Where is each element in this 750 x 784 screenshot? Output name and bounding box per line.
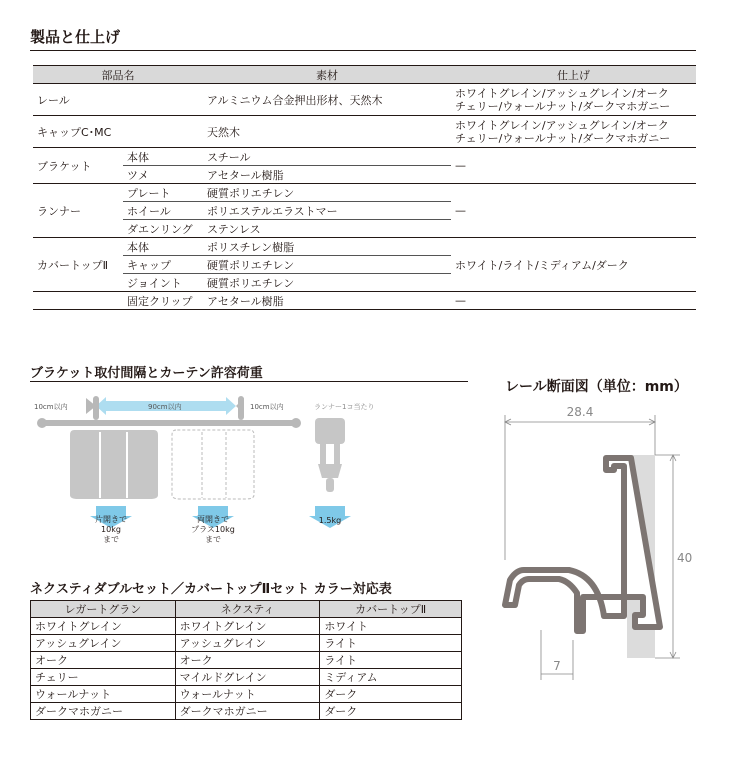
color-cell: オーク <box>31 652 176 669</box>
bracket-material-body: スチール <box>203 148 451 166</box>
cover-material-joint: 硬質ポリエチレン <box>203 274 451 292</box>
color-cell: ミディアム <box>320 669 462 686</box>
color-cell: オーク <box>175 652 320 669</box>
dimension-height-label: 40 <box>677 551 693 565</box>
color-row <box>31 635 462 652</box>
cap-finish-line2: チェリー/ウォールナット/ダークマホガニー <box>455 131 671 145</box>
color-cell: マイルドグレイン <box>175 669 320 686</box>
color-cell: チェリー <box>31 669 176 686</box>
runner-name: ランナー <box>33 184 123 238</box>
color-cell: アッシュグレイン <box>175 635 320 652</box>
color-header-row <box>31 601 462 618</box>
color-header-nexty: ネクスティ <box>175 601 320 618</box>
color-row <box>31 669 462 686</box>
bracket-sub-body: 本体 <box>123 148 203 166</box>
bracket-name: ブラケット <box>33 148 123 184</box>
color-header-covertop: カバートップⅡ <box>320 601 462 618</box>
rail-end-left <box>37 418 47 428</box>
color-cell: ホワイトグレイン <box>175 618 320 635</box>
runner-sub-ring: ダエンリング <box>123 220 203 238</box>
color-cell: ライト <box>320 652 462 669</box>
runner-sub-plate: プレート <box>123 184 203 202</box>
cap-name: キャップC･MC <box>33 116 203 148</box>
section-title-cross-section: レール断面図（単位：mm） <box>505 379 688 395</box>
load2-line3: まで <box>205 535 221 544</box>
cap-finish-line1: ホワイトグレイン/アッシュグレイン/オーク <box>455 118 669 132</box>
runner-finish: — <box>451 184 696 238</box>
runner-icon <box>315 418 345 492</box>
label-10cm-left: 10cm以内 <box>34 403 68 411</box>
bracket-material-claw: アセタール樹脂 <box>203 166 451 184</box>
cover-finish: ホワイト/ライト/ミディアム/ダーク <box>451 238 696 292</box>
cover-sub-cap: キャップ <box>123 256 203 274</box>
row-rail <box>33 84 696 116</box>
rail-bar <box>38 420 300 426</box>
parts-table <box>33 65 696 310</box>
clip-empty <box>33 292 123 310</box>
bracket-left-icon <box>93 396 99 420</box>
color-cell: アッシュグレイン <box>31 635 176 652</box>
rail-finish-line1: ホワイトグレイン/アッシュグレイン/オーク <box>455 86 669 100</box>
rail-end-right <box>291 418 301 428</box>
color-cell: ウォールナット <box>175 686 320 703</box>
color-cell: ダーク <box>320 686 462 703</box>
color-cell: ライト <box>320 635 462 652</box>
color-table <box>30 600 462 720</box>
bracket-sub-claw: ツメ <box>123 166 203 184</box>
bracket-finish: — <box>451 148 696 184</box>
dimension-bottom-label: 7 <box>553 659 561 673</box>
section-title-products: 製品と仕上げ <box>30 28 121 46</box>
color-cell: ダークマホガニー <box>175 703 320 720</box>
runner-sub-wheel: ホイール <box>123 202 203 220</box>
label-runner-unit: ランナー1コ当たり <box>314 403 375 411</box>
cover-material-cap: 硬質ポリエチレン <box>203 256 451 274</box>
color-row <box>31 618 462 635</box>
row-bracket-body <box>33 148 696 166</box>
header-finish: 仕上げ <box>451 66 696 84</box>
color-cell: ホワイトグレイン <box>31 618 176 635</box>
header-material: 素材 <box>203 66 451 84</box>
row-clip <box>33 292 696 310</box>
load2-line1: 両開きで <box>197 515 229 524</box>
rail-name: レール <box>37 93 70 107</box>
load1-line3: まで <box>103 535 119 544</box>
runner-material-ring: ステンレス <box>203 220 451 238</box>
cover-name: カバートップⅡ <box>33 238 123 292</box>
runner-material-plate: 硬質ポリエチレン <box>203 184 451 202</box>
row-cover-body <box>33 238 696 256</box>
color-cell: ダーク <box>320 703 462 720</box>
rail-cross-section-diagram <box>495 400 710 690</box>
color-cell: ホワイト <box>320 618 462 635</box>
load1-line1: 片開きで <box>95 515 127 524</box>
cover-sub-joint: ジョイント <box>123 274 203 292</box>
color-cell: ウォールナット <box>31 686 176 703</box>
color-cell: ダークマホガニー <box>31 703 176 720</box>
runner-material-wheel: ポリエステルエラストマー <box>203 202 451 220</box>
cap-material: 天然木 <box>203 116 451 148</box>
curtain-solid-icon <box>70 430 158 499</box>
color-header-legato: レガートグラン <box>31 601 176 618</box>
color-row <box>31 686 462 703</box>
row-cap <box>33 116 696 148</box>
cap-finish <box>451 116 696 148</box>
curtain-dashed-icon <box>172 430 254 499</box>
clip-sub: 固定クリップ <box>123 292 203 310</box>
color-row <box>31 652 462 669</box>
load1-line2: 10kg <box>101 525 121 534</box>
bracket-right-icon <box>238 396 244 420</box>
load2-line2: プラス10kg <box>191 525 235 534</box>
rail-finish <box>451 84 696 116</box>
section-title-bracket: ブラケット取付間隔とカーテン許容荷重 <box>30 366 263 381</box>
rail-material: アルミニウム合金押出形材、天然木 <box>207 93 383 107</box>
bracket-rule <box>30 381 468 382</box>
clip-finish: — <box>451 292 696 310</box>
section-title-color-table: ネクスティダブルセット／カバートップⅡセット カラー対応表 <box>30 582 392 597</box>
label-10cm-right: 10cm以内 <box>250 403 284 411</box>
cover-sub-body: 本体 <box>123 238 203 256</box>
clip-material: アセタール樹脂 <box>203 292 451 310</box>
load3-label: 1.5kg <box>318 516 342 525</box>
label-90cm: 90cm以内 <box>148 403 182 411</box>
color-row <box>31 703 462 720</box>
title-rule <box>30 50 696 51</box>
parts-header-row <box>33 66 696 84</box>
row-runner-plate <box>33 184 696 202</box>
bracket-load-diagram <box>30 394 470 550</box>
header-part-name: 部品名 <box>33 66 203 84</box>
dimension-width-label: 28.4 <box>566 405 594 419</box>
rail-finish-line2: チェリー/ウォールナット/ダークマホガニー <box>455 99 671 113</box>
cover-material-body: ポリスチレン樹脂 <box>203 238 451 256</box>
